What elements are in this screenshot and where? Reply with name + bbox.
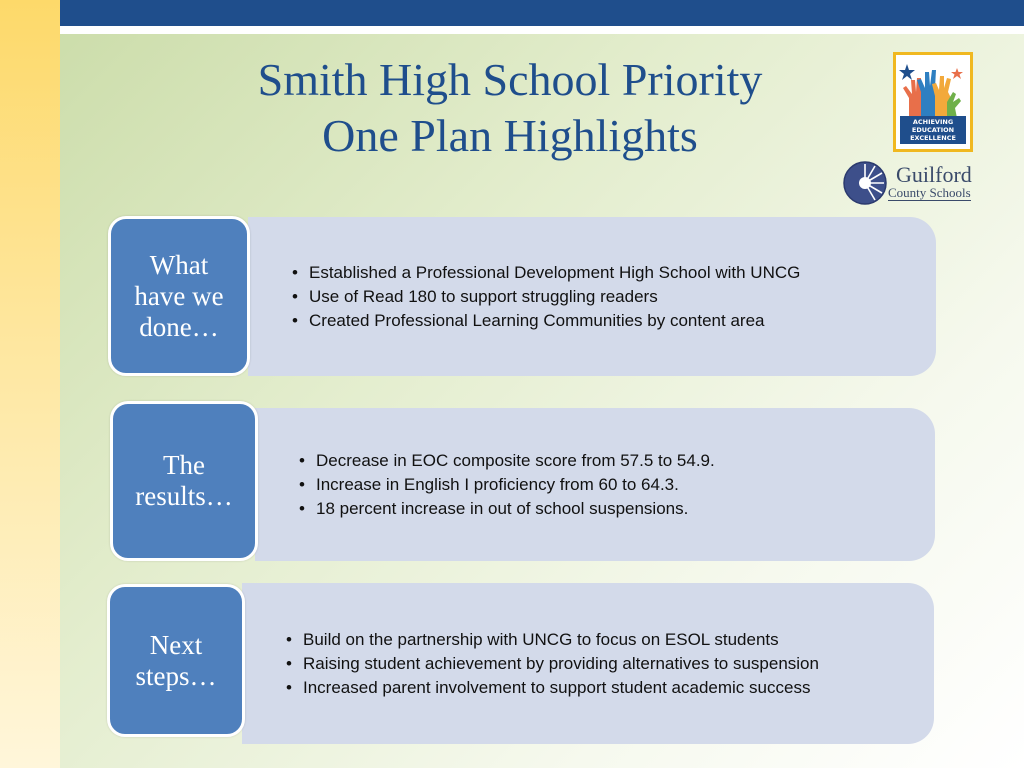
- gcs-logo-name: Guilford: [896, 162, 972, 187]
- the-results-panel: [255, 408, 935, 561]
- what-have-we-done-list: [288, 261, 800, 333]
- next-steps-label-text: Next steps…: [135, 629, 217, 691]
- guilford-county-schools-logo: [842, 160, 992, 206]
- the-results-label-text: The results…: [135, 450, 233, 511]
- aee-logo-line-2: EDUCATION: [911, 126, 955, 134]
- list-item: • Created Professional Learning Communities by content area: [288, 309, 800, 333]
- list-item: • Increase in English I proficiency from 60 to 64.3.: [295, 473, 715, 497]
- list-item: • Raising student achievement by providing alternatives to suspension: [282, 652, 819, 676]
- slide-title: [160, 52, 860, 164]
- globe-sunburst-icon: [842, 160, 888, 206]
- top-banner-divider: [60, 26, 1024, 34]
- list-item: • Build on the partnership with UNCG to focus on ESOL students: [282, 628, 819, 652]
- what-have-we-done-panel: [248, 217, 936, 376]
- top-banner-bar: [60, 0, 1024, 26]
- what-have-we-done-label-text: What have we done…: [134, 249, 224, 342]
- aee-logo-line-3: EXCELLENCE: [910, 134, 956, 142]
- list-item: • Established a Professional Development High School with UNCG: [288, 261, 800, 285]
- the-results-list: [295, 449, 715, 521]
- next-steps-label: [107, 584, 245, 737]
- list-item: • Use of Read 180 to support struggling readers: [288, 285, 800, 309]
- aee-logo-text: [900, 116, 966, 144]
- the-results-label: [110, 401, 258, 561]
- list-item: • Increased parent involvement to support student academic success: [282, 676, 819, 700]
- next-steps-list: [282, 628, 819, 700]
- aee-logo-line-1: ACHIEVING: [912, 118, 954, 126]
- next-steps-panel: [242, 583, 934, 744]
- slide-title-line-2: One Plan Highlights: [322, 110, 698, 161]
- list-item: • 18 percent increase in out of school suspensions.: [295, 497, 715, 521]
- what-have-we-done-label: [108, 216, 250, 376]
- gcs-logo-subtitle: County Schools: [888, 185, 971, 200]
- left-accent-strip: [0, 0, 60, 768]
- achieving-education-excellence-logo: [893, 52, 973, 152]
- slide-title-line-1: Smith High School Priority: [257, 54, 763, 105]
- list-item: • Decrease in EOC composite score from 57.5 to 54.9.: [295, 449, 715, 473]
- raised-hands-icon: [899, 58, 967, 120]
